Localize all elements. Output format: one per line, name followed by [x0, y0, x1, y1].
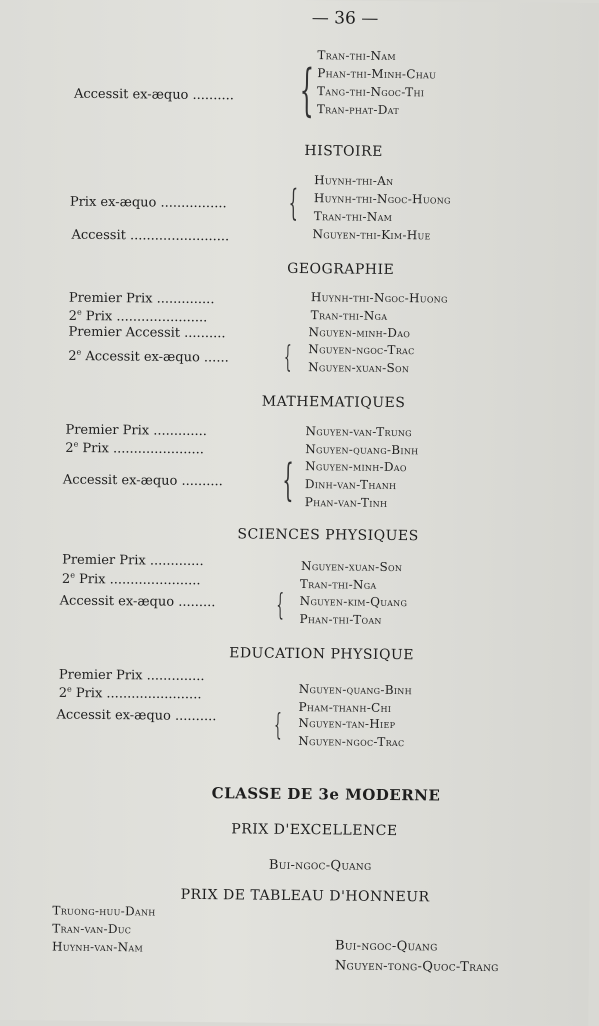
award-label: Accessit ........................ [71, 227, 230, 245]
award-name: Phan-thi-Toan [299, 612, 382, 627]
award-name: Nguyen-tan-Hiep [298, 716, 396, 732]
award-name: Tran-van-Duc [52, 921, 132, 937]
award-name: Nguyen-ngoc-Trac [298, 734, 405, 750]
award-label: Accessit ex-æquo ......... [59, 593, 216, 611]
award-name: Nguyen-quang-Binh [298, 682, 413, 698]
section-title: MATHEMATIQUES [261, 393, 406, 412]
award-label: 2e Accessit ex-æquo ...... [68, 347, 229, 366]
section-title: SCIENCES PHYSIQUES [237, 526, 419, 545]
award-name: Pham-thanh-Chi [298, 700, 392, 715]
section-title: EDUCATION PHYSIQUE [229, 645, 415, 664]
award-name: Huynh-thi-An [314, 173, 394, 188]
brace: { [273, 707, 282, 743]
award-label: Premier Accessit .......... [68, 324, 226, 342]
award-name: Truong-huu-Danh [52, 903, 156, 919]
award-name: Nguyen-quang-Binh [305, 442, 419, 458]
award-label: Premier Prix .............. [58, 667, 205, 685]
award-name: Nguyen-thi-Kim-Hue [312, 227, 431, 243]
award-name: Tran-thi-Nga [310, 308, 388, 323]
award-label: 2e Prix ....................... [58, 684, 202, 703]
award-label: 2e Prix ...................... [61, 570, 201, 589]
award-name: Nguyen-xuan-Son [300, 559, 403, 575]
award-name: Tran-thi-Nam [313, 209, 393, 224]
brace: { [276, 587, 285, 623]
award-name: Bui-ngoc-Quang [268, 857, 372, 874]
brace: { [283, 339, 292, 375]
award-name: Phan-van-Tinh [304, 495, 388, 510]
award-name: Tran-phat-Dat [316, 102, 400, 118]
award-name: Nguyen-minh-Dao [305, 459, 407, 475]
award-name: Nguyen-ngoc-Trac [308, 342, 415, 358]
award-name: Tang-thi-Ngoc-Thi [316, 84, 425, 100]
section-title: GEOGRAPHIE [287, 260, 395, 279]
award-name: Tran-thi-Nam [317, 48, 396, 64]
award-name: Nguyen-kim-Quang [299, 594, 408, 610]
award-name: Nguyen-xuan-Son [308, 360, 410, 376]
award-name: Tran-thi-Nga [299, 577, 377, 592]
award-label: 2e Prix ...................... [65, 439, 205, 458]
page-number: — 36 — [311, 8, 379, 29]
award-label: Premier Prix ............. [62, 552, 204, 570]
award-name: Phan-thi-Minh-Chau [317, 66, 437, 82]
award-label: Premier Prix .............. [68, 290, 215, 308]
award-label: Prix ex-æquo ................ [69, 194, 227, 212]
award-label: Accessit ex-æquo .......... [56, 707, 217, 725]
section-title: HISTOIRE [304, 143, 383, 160]
brace: { [288, 182, 299, 224]
award-name: Huynh-thi-Ngoc-Huong [310, 290, 448, 306]
brace: { [299, 58, 315, 124]
award-name: Bui-ngoc-Quang [335, 938, 438, 955]
award-name: Nguyen-minh-Dao [308, 325, 411, 341]
award-label: 2e Prix ...................... [68, 307, 208, 326]
prize-title: PRIX D'EXCELLENCE [231, 821, 398, 840]
award-label: Accessit ex-æquo .......... [62, 472, 223, 490]
class-title: CLASSE DE 3e MODERNE [211, 784, 441, 805]
award-name: Dinh-van-Thanh [304, 477, 397, 493]
award-label: Premier Prix ............. [65, 422, 208, 440]
brace: { [282, 454, 294, 506]
award-name: Huynh-thi-Ngoc-Huong [313, 191, 451, 207]
award-name: Nguyen-van-Trung [305, 424, 412, 440]
prize-title: PRIX DE TABLEAU D'HONNEUR [180, 886, 430, 906]
award-name: Huynh-van-Nam [52, 939, 144, 955]
award-name: Nguyen-tong-Quoc-Trang [334, 958, 499, 976]
accessit-label: Accessit ex-æquo .......... [73, 86, 234, 104]
